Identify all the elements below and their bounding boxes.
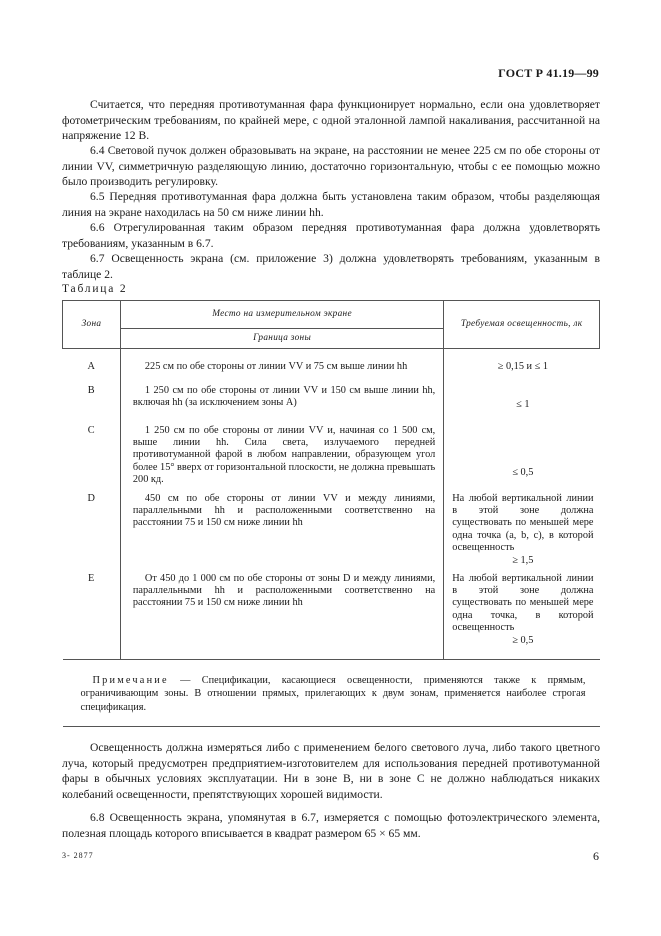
zone-cell: A xyxy=(63,349,121,385)
note-label: Примечание xyxy=(92,674,169,686)
paragraph-6-4: 6.4 Световой пучок должен образовывать на экране, на расстоянии не менее 225 см по обе стороны от линии VV, симметричную разделяющую линию, достаточно горизонтальную, чтобы с ее помощью можно было производить регулировку. xyxy=(62,144,600,188)
page-number: 6 xyxy=(593,849,599,863)
table-row xyxy=(63,349,600,385)
note-row xyxy=(63,659,600,727)
paragraph-6-5: 6.5 Передняя противотуманная фара должна быть установлена таким образом, чтобы разделяющая линия на экране находилась на 50 см ниже линии hh. xyxy=(62,190,600,219)
document-header: ГОСТ Р 41.19—99 xyxy=(498,66,599,80)
boundary-cell: 450 см по обе стороны от линии VV и между линиями, параллельными hh и расположенными соответственно на расстоянии 75 и 150 см ниже линии hh xyxy=(120,493,443,573)
required-text: На любой вертикальной линии в этой зоне должна существовать по меньшей мере одна точка (a, b, c), в которой освещенность xyxy=(452,492,594,554)
note-text: — Спецификации, касающиеся освещенности, применяются также к прямым, ограничивающим зоны. В отношении прямых, прилегающих к двум зонам, применяется наиболее строгая спецификация. xyxy=(80,674,586,713)
required-value: ≥ 0,15 и ≤ 1 xyxy=(497,361,548,372)
required-value: ≤ 0,5 xyxy=(512,466,534,478)
table-row xyxy=(63,493,600,573)
required-value: ≥ 1,5 xyxy=(512,554,534,566)
paragraph-measurement: Освещенность должна измеряться либо с применением белого светового луча, либо такого цветного луча, который предусмотрен предприятием-изготовителем для использования передней противотуманной фары в обычных условиях эксплуатации. Ни в зоне B, ни в зоне C не должно наблюдаться никаких колебаний освещенности, препятствующих хорошей видимости. xyxy=(62,741,600,801)
paragraph-6-7: 6.7 Освещенность экрана (см. приложение 3) должна удовлетворять требованиям, указанным в таблице 2. xyxy=(62,252,600,281)
header-required: Требуемая освещенность, лк xyxy=(444,301,600,349)
header-boundary: Граница зоны xyxy=(120,329,443,349)
paragraph-intro: Считается, что передняя противотуманная фара функционирует нормально, если она удовлетворяет фотометрическим требованиям, по крайней мере, с одной эталонной лампой накаливания, рассчитанной на напряжение 12 В. xyxy=(62,98,600,142)
zone-cell: D xyxy=(63,493,121,573)
illumination-table xyxy=(62,300,600,727)
footer-code: 3- 2877 xyxy=(62,851,94,860)
zone-cell: B xyxy=(63,385,121,425)
zone-cell: C xyxy=(63,425,121,493)
boundary-cell: 1 250 см по обе стороны от линии VV и 150 см выше линии hh, включая hh (за исключением зоны A) xyxy=(120,385,443,425)
boundary-cell: 225 см по обе стороны от линии VV и 75 см выше линии hh xyxy=(120,349,443,385)
paragraph-6-8: 6.8 Освещенность экрана, упомянутая в 6.7, измеряется с помощью фотоэлектрического элемента, полезная площадь которого вписывается в квадрат размером 65 × 65 мм. xyxy=(62,811,600,840)
required-text: На любой вертикальной линии в этой зоне должна существовать по меньшей мере одна точка, в которой освещенность xyxy=(452,572,594,634)
paragraph-6-6: 6.6 Отрегулированная таким образом передняя противотуманная фара должна удовлетворять требованиям, указанным в 6.7. xyxy=(62,221,600,250)
table-row xyxy=(63,385,600,425)
table-row xyxy=(63,425,600,493)
boundary-cell: От 450 до 1 000 см по обе стороны от зоны D и между линиями, параллельными hh и расположенными соответственно на расстоянии 75 и 150 см ниже линии hh xyxy=(120,573,443,660)
table-note xyxy=(63,659,600,727)
header-place: Место на измерительном экране xyxy=(120,301,443,329)
required-value: ≤ 1 xyxy=(516,398,530,410)
header-zone: Зона xyxy=(63,301,121,349)
table-caption: Таблица 2 xyxy=(62,283,128,295)
table-row xyxy=(63,573,600,660)
boundary-cell: 1 250 см по обе стороны от линии VV и, начиная со 1 500 см, выше линии hh. Сила света, излучаемого передней противотуманной фарой в любом направлении, образующем угол более 15° вверх от горизонтальной плоскости, не должна превышать 200 кд. xyxy=(120,425,443,493)
required-value: ≥ 0,5 xyxy=(512,634,534,646)
zone-cell: E xyxy=(63,573,121,660)
